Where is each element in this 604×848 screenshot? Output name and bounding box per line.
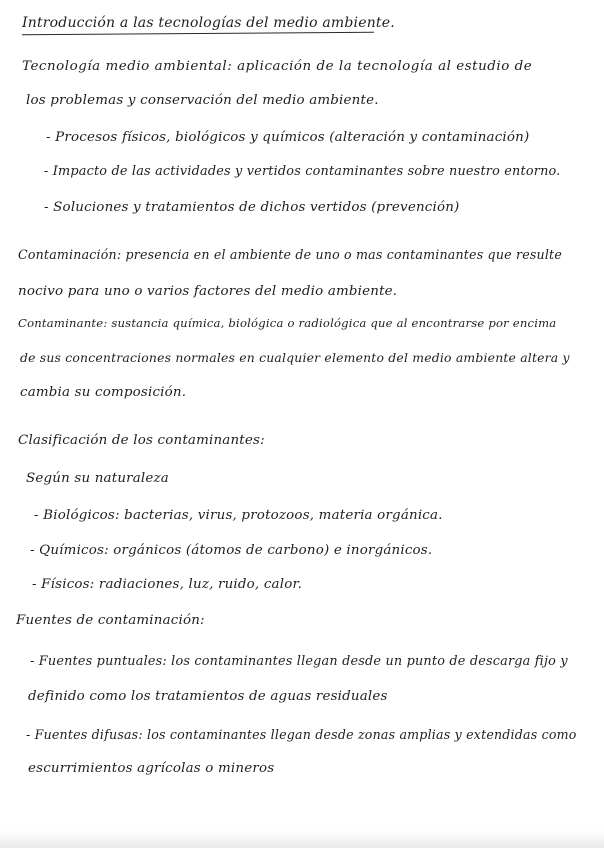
page-title: Introducción a las tecnologías del medio ambiente. bbox=[22, 15, 395, 31]
bullet-processes: - Procesos físicos, biológicos y químicos (alteración y contaminación) bbox=[46, 130, 530, 145]
diffuse-sources-line-2: escurrimientos agrícolas o mineros bbox=[28, 761, 275, 776]
definition-line-1: Tecnología medio ambiental: aplicación de la tecnología al estudio de bbox=[22, 59, 533, 74]
classification-heading: Clasificación de los contaminantes: bbox=[18, 433, 265, 448]
bullet-physical: - Físicos: radiaciones, luz, ruido, calor. bbox=[32, 577, 303, 592]
sources-heading: Fuentes de contaminación: bbox=[16, 613, 205, 628]
point-sources-line-1: - Fuentes puntuales: los contaminantes llegan desde un punto de descarga fijo y bbox=[30, 654, 568, 669]
contamination-line-1: Contaminación: presencia en el ambiente de uno o mas contaminantes que resulte bbox=[18, 247, 562, 262]
diffuse-sources-line-1: - Fuentes difusas: los contaminantes llegan desde zonas amplias y extendidas como bbox=[26, 727, 577, 742]
page-edge bbox=[0, 830, 604, 848]
contaminant-line-2: de sus concentraciones normales en cualquier elemento del medio ambiente altera y bbox=[20, 350, 570, 365]
point-sources-line-2: definido como los tratamientos de aguas residuales bbox=[28, 689, 388, 704]
bullet-impact: - Impacto de las actividades y vertidos contaminantes sobre nuestro entorno. bbox=[44, 164, 561, 179]
definition-line-2: los problemas y conservación del medio ambiente. bbox=[26, 93, 379, 108]
bullet-chemical: - Químicos: orgánicos (átomos de carbono) e inorgánicos. bbox=[30, 543, 433, 558]
bullet-solutions: - Soluciones y tratamientos de dichos vertidos (prevención) bbox=[44, 200, 460, 215]
nature-subheading: Según su naturaleza bbox=[26, 471, 169, 486]
title-underline bbox=[22, 32, 374, 36]
bullet-biological: - Biológicos: bacterias, virus, protozoos, materia orgánica. bbox=[34, 508, 443, 523]
contaminant-line-3: cambia su composición. bbox=[20, 385, 187, 400]
contamination-line-2: nocivo para uno o varios factores del medio ambiente. bbox=[18, 284, 398, 299]
contaminant-line-1: Contaminante: sustancia química, biológica o radiológica que al encontrarse por encima bbox=[18, 316, 557, 330]
